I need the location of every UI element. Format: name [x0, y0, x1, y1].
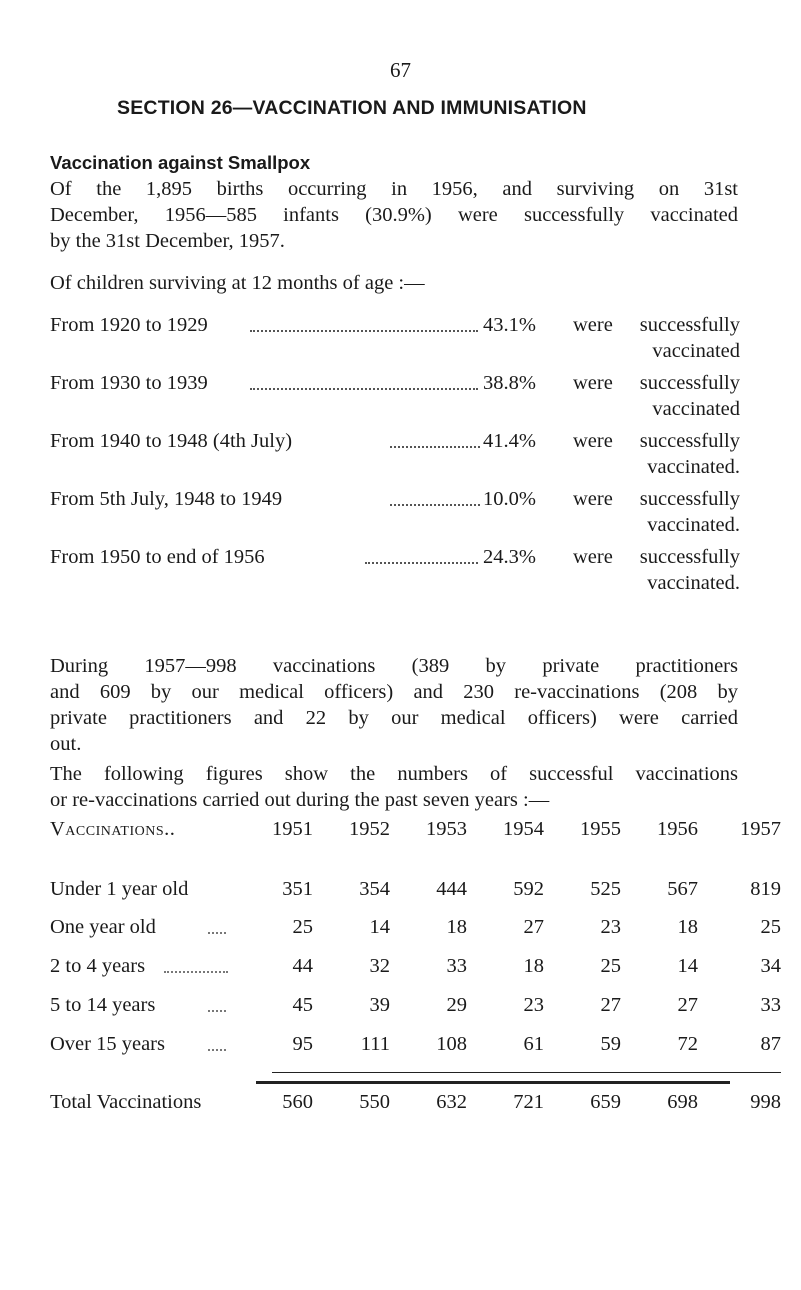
table-cell: 567 [667, 878, 698, 900]
period-label: From 5th July, 1948 to 1949 [50, 488, 283, 510]
table-cell: 14 [677, 955, 698, 977]
year-header: 1951 [272, 818, 313, 840]
period-result-cont: vaccinated. [647, 572, 740, 594]
period-result-cont: vaccinated. [647, 514, 740, 536]
total-cell: 632 [390, 1073, 467, 1131]
table-cell: 23 [523, 994, 544, 1016]
period-result-cont: vaccinated. [647, 456, 740, 478]
dot-leader [250, 386, 478, 390]
period-were: were [573, 372, 613, 394]
row-label: One year old [50, 916, 272, 955]
row-label: 2 to 4 years [50, 955, 272, 994]
paragraph-line: by the 31st December, 1957. [50, 230, 285, 252]
table-row [50, 1033, 781, 1073]
table-row [50, 994, 781, 1033]
period-percent: 24.3% [483, 546, 536, 568]
table-cell: 25 [600, 955, 621, 977]
table-row [50, 916, 781, 955]
period-percent: 38.8% [483, 372, 536, 394]
table-cell: 95 [292, 1033, 313, 1055]
table-cell: 111 [360, 1033, 390, 1055]
table-cell: 819 [750, 878, 781, 900]
table-cell: 14 [369, 916, 390, 938]
table-cell: 18 [446, 916, 467, 938]
total-cell: 998 [698, 1073, 781, 1131]
table-cell: 72 [677, 1033, 698, 1055]
period-label: From 1950 to end of 1956 [50, 546, 265, 568]
table-cell: 354 [359, 878, 390, 900]
period-list [50, 314, 740, 604]
period-were: were [573, 488, 613, 510]
period-result: successfully [639, 314, 740, 336]
table-cell: 25 [292, 916, 313, 938]
table-cell: 45 [292, 994, 313, 1016]
table-cell: 33 [446, 955, 467, 977]
children-intro: Of children surviving at 12 months of age :— [50, 272, 425, 294]
births-paragraph [50, 176, 738, 254]
table-cell: 525 [590, 878, 621, 900]
table-cell: 25 [760, 916, 781, 938]
total-cell: 550 [313, 1073, 390, 1131]
total-cell: 659 [544, 1073, 621, 1131]
table-cell: 444 [436, 878, 467, 900]
sub-heading: Vaccination against Smallpox [50, 152, 311, 173]
figures-intro [50, 761, 738, 813]
vaccinations-paragraph [50, 653, 738, 757]
period-were: were [573, 430, 613, 452]
period-percent: 43.1% [483, 314, 536, 336]
total-cell: 560 [272, 1073, 313, 1131]
period-label: From 1940 to 1948 (4th July) [50, 430, 293, 452]
table-header-row [50, 818, 781, 878]
period-label: From 1930 to 1939 [50, 372, 208, 394]
total-cell: 721 [467, 1073, 544, 1131]
period-result-cont: vaccinated [652, 340, 740, 362]
year-header: 1957 [740, 818, 781, 840]
year-header: 1955 [580, 818, 621, 840]
table-cell: 27 [677, 994, 698, 1016]
row-label: Over 15 years [50, 1033, 272, 1073]
table-cell: 61 [523, 1033, 544, 1055]
period-result-cont: vaccinated [652, 398, 740, 420]
table-bottom-rule [256, 1081, 730, 1084]
table-row [50, 878, 781, 916]
section-title: SECTION 26—VACCINATION AND IMMUNISATION [117, 97, 587, 119]
table-cell: 32 [369, 955, 390, 977]
period-label: From 1920 to 1929 [50, 314, 208, 336]
table-cell: 44 [292, 955, 313, 977]
table-cell: 108 [436, 1033, 467, 1055]
table-cell: 27 [523, 916, 544, 938]
period-percent: 41.4% [483, 430, 536, 452]
dot-leader [390, 444, 480, 448]
year-header: 1952 [349, 818, 390, 840]
table-cell: 59 [600, 1033, 621, 1055]
period-row [50, 372, 740, 430]
row-label: Under 1 year old [50, 878, 189, 900]
table-cell: 18 [523, 955, 544, 977]
paragraph-line: The following figures show the numbers of successful vaccinations [50, 763, 738, 785]
table-row [50, 955, 781, 994]
paragraph-line: or re-vaccinations carried out during the past seven years :— [50, 789, 550, 811]
table-cell: 39 [369, 994, 390, 1016]
period-result: successfully [639, 430, 740, 452]
total-cell: 698 [621, 1073, 698, 1131]
dot-leader [365, 560, 478, 564]
table-cell: 33 [760, 994, 781, 1016]
dot-leader [250, 328, 478, 332]
paragraph-line: out. [50, 733, 82, 755]
period-result: successfully [639, 488, 740, 510]
year-header: 1954 [503, 818, 544, 840]
page-number: 67 [390, 58, 411, 82]
total-label: Total Vaccinations [50, 1090, 202, 1113]
paragraph-line: December, 1956—585 infants (30.9%) were successfully vaccinated [50, 204, 738, 226]
period-were: were [573, 546, 613, 568]
table-cell: 27 [600, 994, 621, 1016]
period-result: successfully [639, 546, 740, 568]
row-label: 5 to 14 years [50, 994, 272, 1033]
paragraph-line: private practitioners and 22 by our medical officers) were carried [50, 707, 738, 729]
table-cell: 18 [677, 916, 698, 938]
table-cell: 87 [760, 1033, 781, 1055]
period-row [50, 314, 740, 372]
period-percent: 10.0% [483, 488, 536, 510]
period-row [50, 430, 740, 488]
table-header-label: Vaccinations.. [50, 818, 176, 840]
period-row [50, 488, 740, 546]
table-cell: 23 [600, 916, 621, 938]
table-cell: 351 [282, 878, 313, 900]
paragraph-line: and 609 by our medical officers) and 230 re-vaccinations (208 by [50, 681, 738, 703]
year-header: 1953 [426, 818, 467, 840]
period-result: successfully [639, 372, 740, 394]
period-were: were [573, 314, 613, 336]
paragraph-line: During 1957—998 vaccinations (389 by private practitioners [50, 655, 738, 677]
dot-leader [390, 502, 480, 506]
period-row [50, 546, 740, 604]
year-header: 1956 [657, 818, 698, 840]
table-cell: 34 [760, 955, 781, 977]
paragraph-line: Of the 1,895 births occurring in 1956, and surviving on 31st [50, 178, 738, 200]
table-cell: 592 [513, 878, 544, 900]
table-cell: 29 [446, 994, 467, 1016]
